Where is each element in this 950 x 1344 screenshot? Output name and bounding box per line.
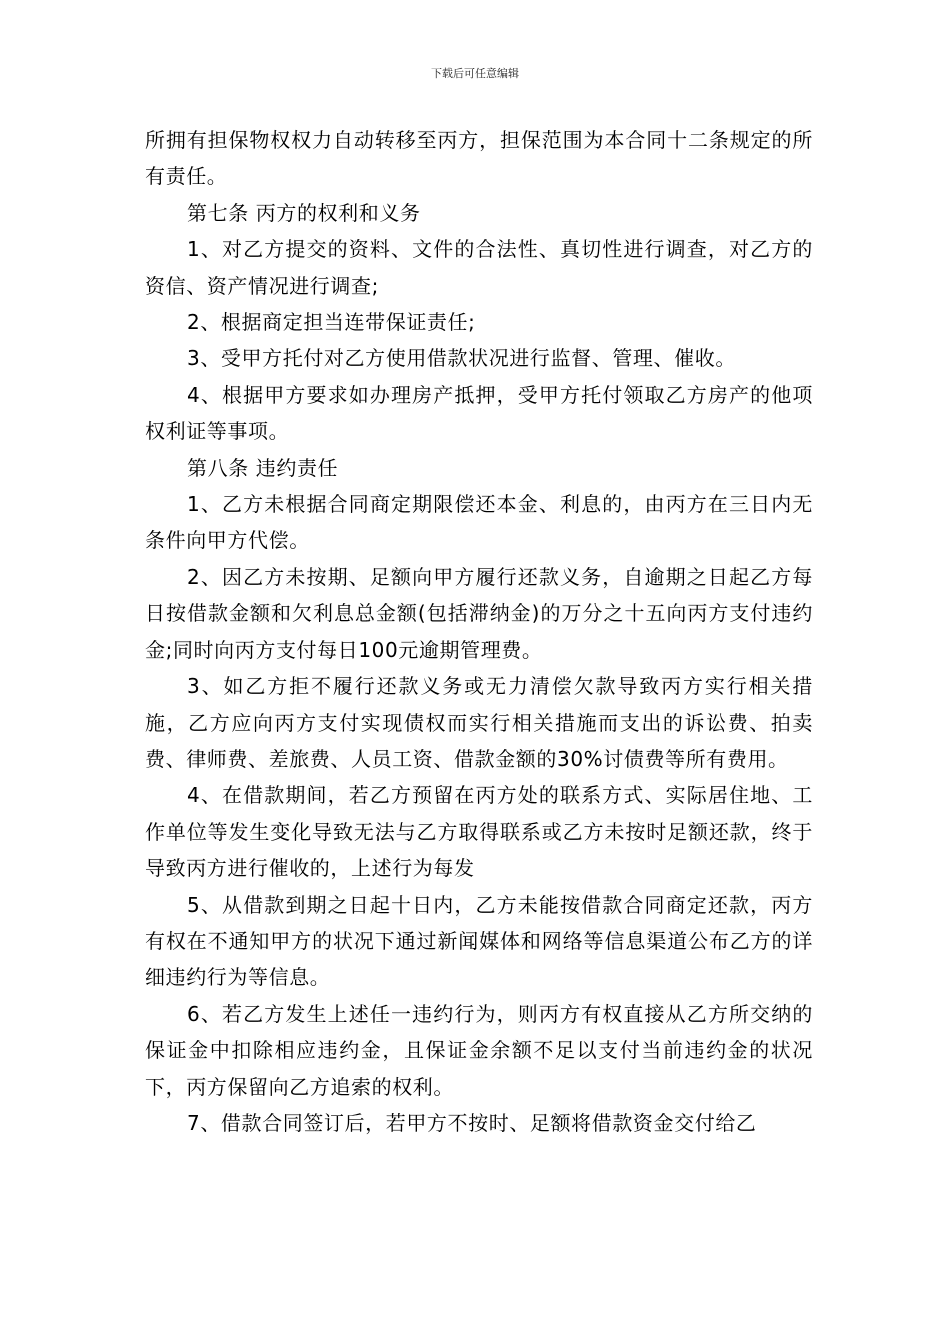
article-7-item-3: 3、受甲方托付对乙方使用借款状况进行监督、管理、催收。 [187, 346, 736, 371]
article-8-item-4: 4、在借款期间，若乙方预留在丙方处的联系方式、实际居住地、工作单位等发生变化导致无法与乙方取得联系或乙方未按时足额还款，终于导致丙方进行催收的，上述行为每发 [145, 783, 813, 881]
page-header: 下载后可任意编辑 [431, 67, 519, 80]
article-8-item-2: 2、因乙方未按期、足额向甲方履行还款义务，自逾期之日起乙方每日按借款金额和欠利息总金额(包括滞纳金)的万分之十五向丙方支付违约金;同时向丙方支付每日100元逾期管理费。 [145, 564, 813, 662]
article-8-heading: 第八条 违约责任 [187, 455, 339, 480]
article-7-heading: 第七条 丙方的权利和义务 [187, 200, 421, 225]
article-8-item-5: 5、从借款到期之日起十日内，乙方未能按借款合同商定还款，丙方有权在不通知甲方的状况下通过新闻媒体和网络等信息渠道公布乙方的详细违约行为等信息。 [145, 892, 813, 990]
article-8-item-7: 7、借款合同签订后，若甲方不按时、足额将借款资金交付给乙 [187, 1110, 757, 1135]
article-8-item-1: 1、乙方未根据合同商定期限偿还本金、利息的，由丙方在三日内无条件向甲方代偿。 [145, 492, 813, 553]
article-7-item-4: 4、根据甲方要求如办理房产抵押，受甲方托付领取乙方房产的他项权利证等事项。 [145, 382, 813, 444]
article-8-item-6: 6、若乙方发生上述任一违约行为，则丙方有权直接从乙方所交纳的保证金中扣除相应违约金，且保证金余额不足以支付当前违约金的状况下，丙方保留向乙方追索的权利。 [145, 1001, 813, 1099]
article-7-item-2: 2、根据商定担当连带保证责任; [187, 310, 476, 335]
paragraph-continuation: 所拥有担保物权权力自动转移至丙方，担保范围为本合同十二条规定的所有责任。 [145, 128, 813, 189]
article-8-item-3: 3、如乙方拒不履行还款义务或无力清偿欠款导致丙方实行相关措施，乙方应向丙方支付实现债权而实行相关措施而支出的诉讼费、拍卖费、律师费、差旅费、人员工资、借款金额的30%讨债费等所有费用。 [145, 674, 813, 771]
document-body [145, 122, 813, 1141]
article-7-item-1: 1、对乙方提交的资料、文件的合法性、真切性进行调查，对乙方的资信、资产情况进行调查; [145, 237, 813, 298]
